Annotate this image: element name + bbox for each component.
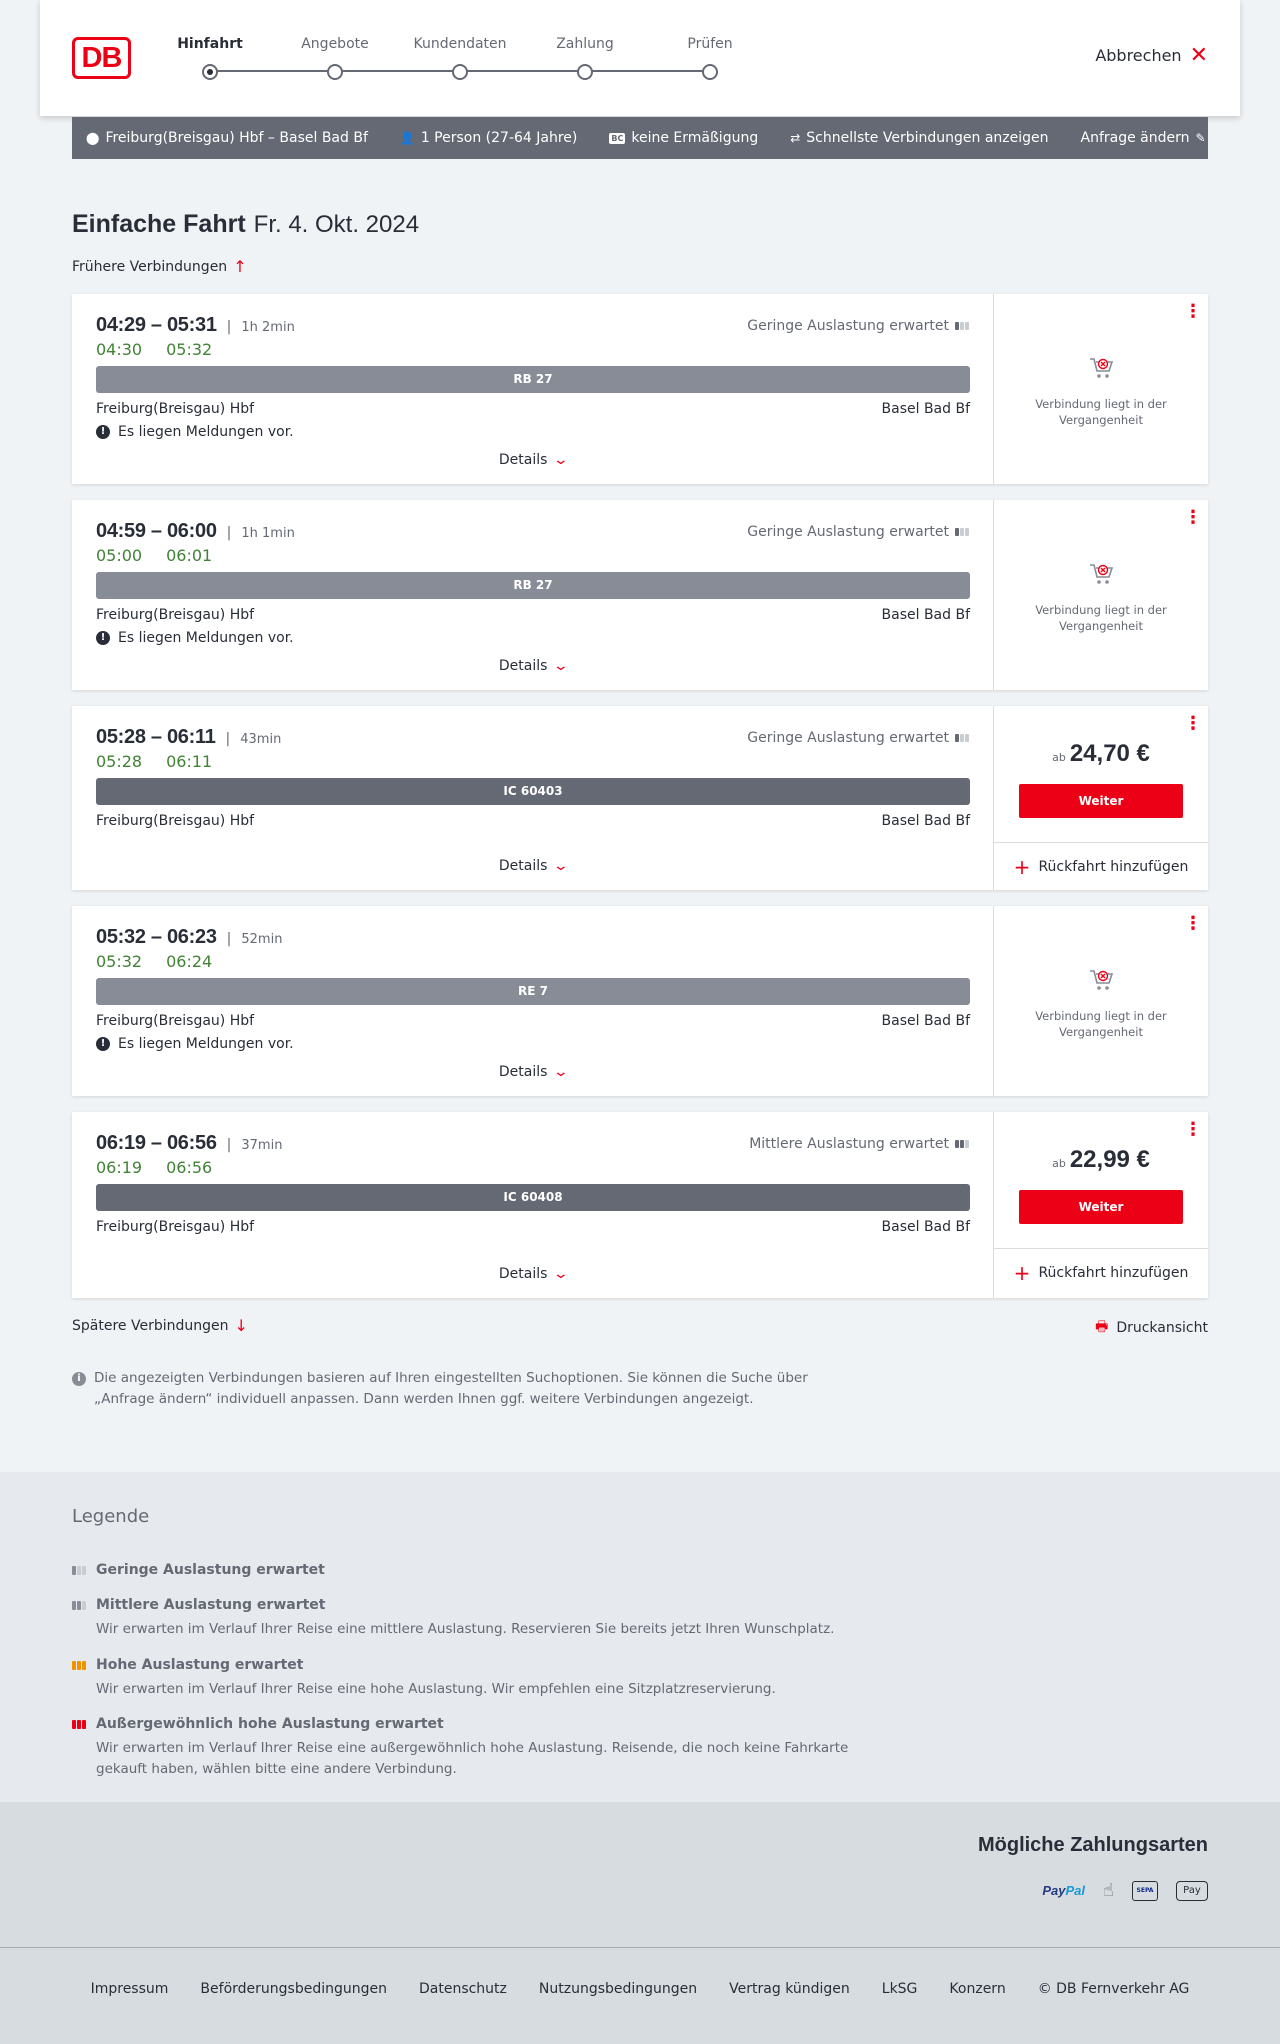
payment-methods-section: [0, 1802, 1280, 1948]
occupancy-indicator: [747, 524, 969, 540]
destination-station: Basel Bad Bf: [881, 401, 970, 417]
notice: [96, 424, 294, 440]
separator: |: [226, 319, 232, 335]
planned-times: [96, 520, 295, 543]
origin-station: Freiburg(Breisgau) Hbf: [96, 401, 255, 417]
destination-station: Basel Bad Bf: [881, 813, 970, 829]
payment-title: Mögliche Zahlungsarten: [977, 1834, 1208, 1856]
separator: |: [225, 731, 231, 747]
route-text: Freiburg(Breisgau) Hbf – Basel Bad Bf: [105, 130, 368, 146]
separator: |: [226, 1137, 232, 1153]
legend-item-head: [72, 1562, 852, 1578]
stations-row: [96, 1013, 970, 1029]
planned-time-range: 04:29 – 05:31: [96, 314, 217, 336]
notice: [96, 630, 294, 646]
page-title: [72, 210, 419, 239]
footer-link-impressum[interactable]: Impressum: [90, 1981, 169, 1997]
paypal-text-a: Pay: [1042, 1883, 1066, 1898]
notice-text: Es liegen Meldungen vor.: [118, 1036, 294, 1052]
edit-request-button[interactable]: [1081, 130, 1206, 146]
legend-item: [72, 1716, 852, 1780]
stations-row: [96, 813, 970, 829]
step-dot: [702, 64, 718, 80]
train-bar[interactable]: RE 7: [96, 978, 970, 1005]
planned-time-range: 04:59 – 06:00: [96, 520, 217, 542]
details-label: Details: [498, 1064, 548, 1080]
price: [994, 740, 1208, 768]
connection-info: [72, 706, 994, 890]
legend-description: Wir erwarten im Verlauf Ihrer Reise eine außergewöhnlich hohe Auslastung. Reisende, die noch keine Fahrkarte gekauft haben, wählen bitte eine andere Verbindung.: [96, 1740, 849, 1777]
connection-info: [72, 906, 994, 1096]
chevron-down-icon: ⌄: [553, 658, 570, 674]
planned-times: [96, 1132, 282, 1155]
connection-card: [72, 1112, 1208, 1298]
footer: [0, 1948, 1280, 2044]
past-connection-text: Verbindung liegt in der Vergangenheit: [1035, 603, 1167, 633]
occupancy-exceptional-icon: [72, 1720, 86, 1729]
add-return-trip-label: Rückfahrt hinzufügen: [1038, 858, 1189, 875]
paypal-icon: [1042, 1883, 1085, 1898]
destination-station: Basel Bad Bf: [881, 1219, 970, 1235]
close-icon: ✕: [1189, 42, 1208, 68]
more-options-icon[interactable]: ⋮: [1184, 913, 1202, 934]
step-kundendaten: [400, 36, 520, 80]
sepa-icon: SEPA: [1132, 1881, 1158, 1901]
legend-item-head: [72, 1597, 852, 1613]
realtime-arrival: 06:56: [166, 1158, 213, 1177]
legend-item: [72, 1657, 852, 1700]
cart-unavailable-icon: [1087, 966, 1115, 994]
legend-description: Wir erwarten im Verlauf Ihrer Reise eine mittlere Auslastung. Reservieren Sie bereits jetzt Ihren Wunschplatz.: [96, 1621, 835, 1637]
legend-label: Außergewöhnlich hohe Auslastung erwartet: [96, 1716, 444, 1732]
earlier-connections-label: Frühere Verbindungen: [72, 258, 228, 275]
past-connection-notice: [994, 966, 1208, 1040]
realtime-times: [96, 340, 236, 359]
footer-link-konzern[interactable]: Konzern: [949, 1981, 1006, 1997]
step-label: Kundendaten: [413, 36, 507, 52]
alert-icon: !: [96, 1037, 110, 1051]
realtime-times: [96, 952, 236, 971]
realtime-departure: 05:28: [96, 752, 143, 771]
realtime-times: [96, 752, 236, 771]
footer-link-befoerderungsbedingungen[interactable]: Beförderungsbedingungen: [200, 1981, 387, 1997]
later-connections-link[interactable]: [72, 1316, 248, 1335]
swap-arrows-icon: ⇄: [790, 131, 801, 145]
occupancy-text: Geringe Auslastung erwartet: [747, 318, 949, 334]
chevron-down-icon: ⌄: [553, 858, 570, 874]
train-bar[interactable]: RB 27: [96, 366, 970, 393]
destination-station: Basel Bad Bf: [881, 1013, 970, 1029]
arrow-down-icon: ↓: [234, 1316, 248, 1335]
offer-panel: [994, 906, 1208, 1096]
offer-panel: [994, 500, 1208, 690]
realtime-departure: 04:30: [96, 340, 143, 359]
details-toggle[interactable]: [72, 658, 994, 674]
footer-copyright: © DB Fernverkehr AG: [1037, 1981, 1190, 1997]
step-label: Angebote: [301, 36, 369, 52]
legend-label: Mittlere Auslastung erwartet: [96, 1597, 326, 1613]
paypal-text-b: Pal: [1065, 1883, 1086, 1898]
pencil-icon: ✎: [1195, 131, 1206, 145]
connection-card: [72, 294, 1208, 484]
step-label: Hinfahrt: [177, 36, 243, 52]
price-amount: 22,99 €: [1069, 1146, 1150, 1173]
legend-description: Wir erwarten im Verlauf Ihrer Reise eine hohe Auslastung. Wir empfehlen eine Sitzplatzreservierung.: [96, 1681, 776, 1697]
alert-icon: !: [96, 631, 110, 645]
realtime-arrival: 06:24: [166, 952, 213, 971]
step-zahlung: [525, 36, 645, 80]
trip-date: Fr. 4. Okt. 2024: [253, 211, 420, 238]
db-logo[interactable]: DB: [72, 37, 131, 79]
step-dot: [577, 64, 593, 80]
planned-time-range: 05:32 – 06:23: [96, 926, 217, 948]
stations-row: [96, 1219, 970, 1235]
info-icon: i: [72, 1372, 86, 1386]
train-bar[interactable]: IC 60403: [96, 778, 970, 805]
offer-panel: [994, 1112, 1208, 1298]
footer-link-lksg[interactable]: LkSG: [881, 1981, 918, 1997]
realtime-arrival: 06:01: [166, 546, 213, 565]
notice: [96, 1036, 294, 1052]
earlier-connections-link[interactable]: [72, 257, 247, 276]
past-connection-notice: [994, 560, 1208, 634]
origin-station: Freiburg(Breisgau) Hbf: [96, 1013, 255, 1029]
occupancy-text: Mittlere Auslastung erwartet: [749, 1136, 949, 1152]
origin-station: Freiburg(Breisgau) Hbf: [96, 607, 255, 623]
occupancy-indicator: [749, 1136, 969, 1152]
step-hinfahrt[interactable]: [150, 36, 270, 80]
header: [40, 0, 1240, 116]
occupancy-low-icon: [955, 734, 969, 742]
price-prefix: ab: [1052, 1157, 1066, 1170]
continue-button[interactable]: Weiter: [1019, 1190, 1183, 1224]
legend-item: [72, 1562, 852, 1578]
duration: 43min: [240, 732, 282, 747]
step-dot: [452, 64, 468, 80]
connection-card: [72, 706, 1208, 890]
occupancy-low-icon: [955, 528, 969, 536]
realtime-departure: 06:19: [96, 1158, 143, 1177]
step-label: Zahlung: [556, 36, 614, 52]
chevron-down-icon: ⌄: [553, 1266, 570, 1282]
credit-card-hand-icon: ☝: [1103, 1880, 1114, 1901]
legend-item-head: [72, 1716, 852, 1732]
duration: 1h 1min: [241, 526, 295, 541]
cart-unavailable-icon: [1087, 354, 1115, 382]
planned-times: [96, 314, 295, 337]
notice-text: Es liegen Meldungen vor.: [118, 424, 294, 440]
offer-panel: [994, 294, 1208, 484]
details-label: Details: [498, 1266, 548, 1282]
add-return-trip-label: Rückfahrt hinzufügen: [1038, 1264, 1189, 1281]
apple-pay-text: Pay: [1183, 1884, 1201, 1896]
more-options-icon[interactable]: ⋮: [1184, 713, 1202, 734]
step-dot: [327, 64, 343, 80]
details-toggle[interactable]: [72, 1064, 994, 1080]
offer-panel: [994, 706, 1208, 890]
origin-station: Freiburg(Breisgau) Hbf: [96, 1219, 255, 1235]
add-return-trip-button[interactable]: [994, 1248, 1208, 1296]
duration: 37min: [241, 1138, 283, 1153]
details-label: Details: [498, 452, 548, 468]
person-icon: 👤: [399, 131, 415, 145]
plus-icon: +: [1013, 1260, 1031, 1285]
realtime-departure: 05:32: [96, 952, 143, 971]
footer-link-datenschutz[interactable]: Datenschutz: [418, 1981, 507, 1997]
later-connections-label: Spätere Verbindungen: [72, 1317, 229, 1334]
alert-icon: !: [96, 425, 110, 439]
connection-info: [72, 294, 994, 484]
connection-card: [72, 500, 1208, 690]
travelers-text: 1 Person (27-64 Jahre): [420, 130, 578, 146]
train-bar[interactable]: IC 60408: [96, 1184, 970, 1211]
more-options-icon[interactable]: ⋮: [1184, 301, 1202, 322]
more-options-icon[interactable]: ⋮: [1184, 1119, 1202, 1140]
price: [994, 1146, 1208, 1174]
booking-stepper: [177, 36, 820, 86]
occupancy-low-icon: [72, 1566, 86, 1575]
details-label: Details: [498, 658, 548, 674]
destination-station: Basel Bad Bf: [881, 607, 970, 623]
train-bar[interactable]: RB 27: [96, 572, 970, 599]
step-dot-active: [202, 64, 218, 80]
legend-label: Hohe Auslastung erwartet: [96, 1657, 304, 1673]
print-view-label: Druckansicht: [1116, 1320, 1208, 1336]
discount-summary: [609, 130, 758, 146]
occupancy-text: Geringe Auslastung erwartet: [747, 730, 949, 746]
trip-type: Einfache Fahrt: [72, 210, 246, 238]
realtime-times: [96, 1158, 236, 1177]
occupancy-high-icon: [72, 1661, 86, 1670]
step-angebote: [275, 36, 395, 80]
duration: 1h 2min: [241, 320, 295, 335]
payment-icons: [1042, 1880, 1208, 1901]
occupancy-medium-icon: [72, 1601, 86, 1610]
notice-text: Es liegen Meldungen vor.: [118, 630, 294, 646]
occupancy-indicator: [747, 318, 969, 334]
realtime-times: [96, 546, 236, 565]
legend-title: Legende: [72, 1506, 150, 1527]
legend-item: [72, 1597, 852, 1640]
route-summary: [86, 130, 368, 146]
option-text: Schnellste Verbindungen anzeigen: [806, 130, 1049, 146]
details-toggle[interactable]: [72, 858, 994, 874]
connection-card: [72, 906, 1208, 1096]
plus-icon: +: [1013, 854, 1031, 879]
details-label: Details: [498, 858, 548, 874]
more-options-icon[interactable]: ⋮: [1184, 507, 1202, 528]
search-option-summary: [790, 130, 1048, 146]
planned-time-range: 05:28 – 06:11: [96, 726, 216, 748]
chevron-down-icon: ⌄: [553, 1064, 570, 1080]
cart-unavailable-icon: [1087, 560, 1115, 588]
stations-row: [96, 401, 970, 417]
arrow-up-icon: ↑: [233, 257, 247, 276]
details-toggle[interactable]: [72, 452, 994, 468]
apple-pay-icon: [1176, 1881, 1208, 1901]
occupancy-medium-icon: [955, 1140, 969, 1148]
stations-row: [96, 607, 970, 623]
chevron-down-icon: ⌄: [553, 452, 570, 468]
info-note: [72, 1368, 852, 1410]
duration: 52min: [241, 932, 283, 947]
details-toggle[interactable]: [72, 1266, 994, 1282]
planned-times: [96, 726, 281, 749]
discount-text: keine Ermäßigung: [631, 130, 759, 146]
legend-section: [0, 1472, 1280, 1802]
legend-label: Geringe Auslastung erwartet: [96, 1562, 325, 1578]
price-prefix: ab: [1052, 751, 1066, 764]
cancel-button[interactable]: [1095, 42, 1208, 68]
past-connection-notice: [994, 354, 1208, 428]
past-connection-text: Verbindung liegt in der Vergangenheit: [1035, 1009, 1167, 1039]
search-summary-bar: [72, 117, 1208, 159]
realtime-arrival: 06:11: [166, 752, 213, 771]
continue-button[interactable]: Weiter: [1019, 784, 1183, 818]
separator: |: [226, 525, 232, 541]
step-label: Prüfen: [687, 36, 733, 52]
legend-item-head: [72, 1657, 852, 1673]
realtime-arrival: 05:32: [166, 340, 213, 359]
cancel-label: Abbrechen: [1095, 46, 1182, 65]
add-return-trip-button[interactable]: [994, 842, 1208, 890]
step-pruefen: [650, 36, 770, 80]
info-text: Die angezeigten Verbindungen basieren auf Ihren eingestellten Suchoptionen. Sie können die Suche über „Anfrage ändern“ individuell anpassen. Dann werden Ihnen ggf. weitere Verbindungen angezeigt.: [94, 1370, 808, 1407]
planned-time-range: 06:19 – 06:56: [96, 1132, 217, 1154]
price-amount: 24,70 €: [1069, 740, 1150, 767]
past-connection-text: Verbindung liegt in der Vergangenheit: [1035, 397, 1167, 427]
connection-info: [72, 1112, 994, 1298]
location-pin-icon: ⬤: [86, 131, 100, 145]
occupancy-low-icon: [955, 322, 969, 330]
occupancy-indicator: [747, 730, 969, 746]
realtime-departure: 05:00: [96, 546, 143, 565]
travelers-summary: [400, 130, 578, 146]
connection-info: [72, 500, 994, 690]
print-view-link[interactable]: [1095, 1316, 1208, 1340]
planned-times: [96, 926, 282, 949]
footer-link-vertrag-kuendigen[interactable]: Vertrag kündigen: [729, 1981, 850, 1997]
bahncard-icon: BC: [611, 133, 624, 143]
footer-link-nutzungsbedingungen[interactable]: Nutzungsbedingungen: [538, 1981, 698, 1997]
separator: |: [226, 931, 232, 947]
printer-icon: 🖶: [1095, 1319, 1109, 1335]
edit-request-label: Anfrage ändern: [1080, 130, 1190, 146]
occupancy-text: Geringe Auslastung erwartet: [747, 524, 949, 540]
origin-station: Freiburg(Breisgau) Hbf: [96, 813, 255, 829]
